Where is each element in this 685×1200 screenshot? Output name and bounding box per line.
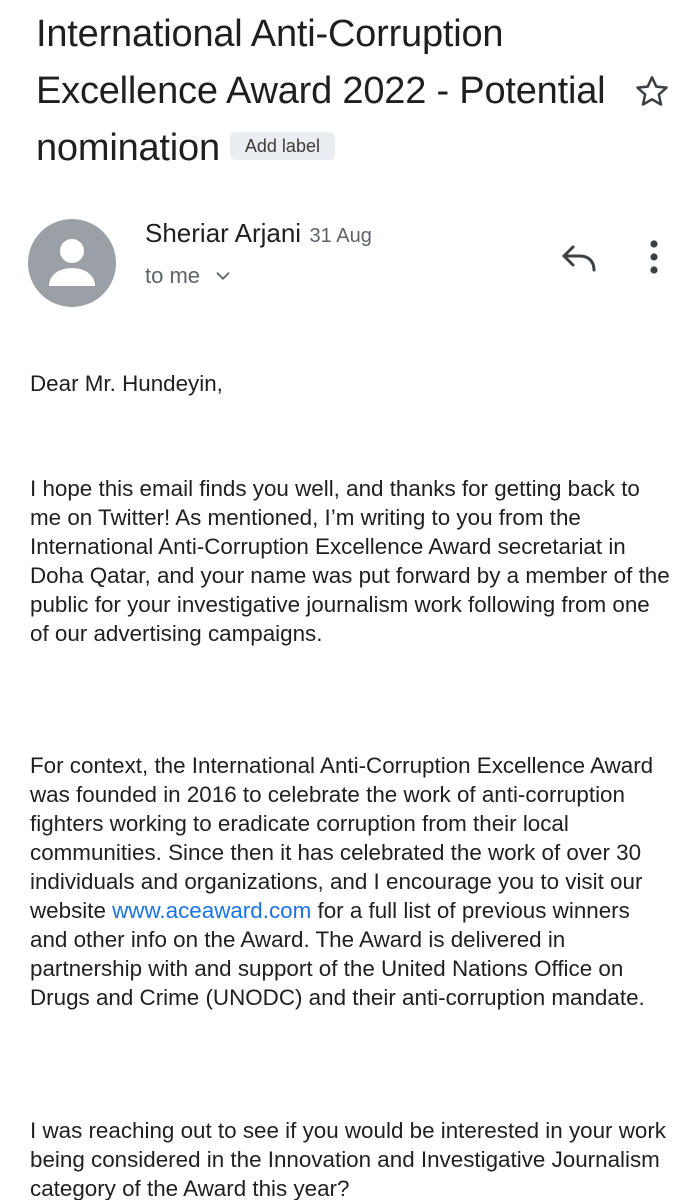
- website-link[interactable]: www.aceaward.com: [112, 898, 312, 923]
- person-icon: [28, 219, 116, 307]
- sender-name[interactable]: Sheriar Arjani: [145, 218, 302, 248]
- sender-avatar[interactable]: [28, 219, 116, 307]
- paragraph-2-text-start: For context, the International Anti-Corruption Excellence Award was founded in 2016 to celebrate the work of anti-corruption fighters working to eradicate corruption from their local communities. Since then it has celebrated the work of over 30 individuals and organizations, and I encourage you to visit our website: [30, 753, 654, 923]
- star-icon[interactable]: [632, 72, 672, 112]
- paragraph-2-text-end: for a full list of previous winners and other info on the Award. The Award is delivered in partnership with and support of the United Nations Office on Drugs and Crime (UNODC) and their anti-corruption mandate.: [30, 898, 645, 1010]
- email-paragraph-3: I was reaching out to see if you would be interested in your work being considered in the Innovation and Investigative Journalism category of the Award this year?: [30, 1118, 666, 1200]
- email-subject: [36, 6, 626, 177]
- reply-icon[interactable]: [558, 238, 600, 278]
- recipient-details-toggle[interactable]: [145, 263, 234, 289]
- add-label-button[interactable]: Add label: [230, 132, 335, 160]
- chevron-down-icon: [212, 265, 234, 287]
- email-paragraph-1: I hope this email finds you well, and thanks for getting back to me on Twitter! As mentioned, I’m writing to you from the International Anti-Corruption Excellence Award secretariat in Doha Qatar, and your name was put forward by a member of the public for your investigative journalism work following from one of our advertising campaigns.: [30, 476, 670, 646]
- email-greeting: Dear Mr. Hundeyin,: [30, 371, 223, 396]
- email-date: 31 Aug: [309, 225, 372, 247]
- email-paragraph-2: [30, 751, 670, 1012]
- recipient-label: to me: [145, 263, 201, 288]
- sender-line: [145, 218, 372, 249]
- more-vert-icon[interactable]: [640, 236, 668, 280]
- subject-text: International Anti-Corruption Excellence Award 2022 - Potential nomination: [36, 13, 606, 169]
